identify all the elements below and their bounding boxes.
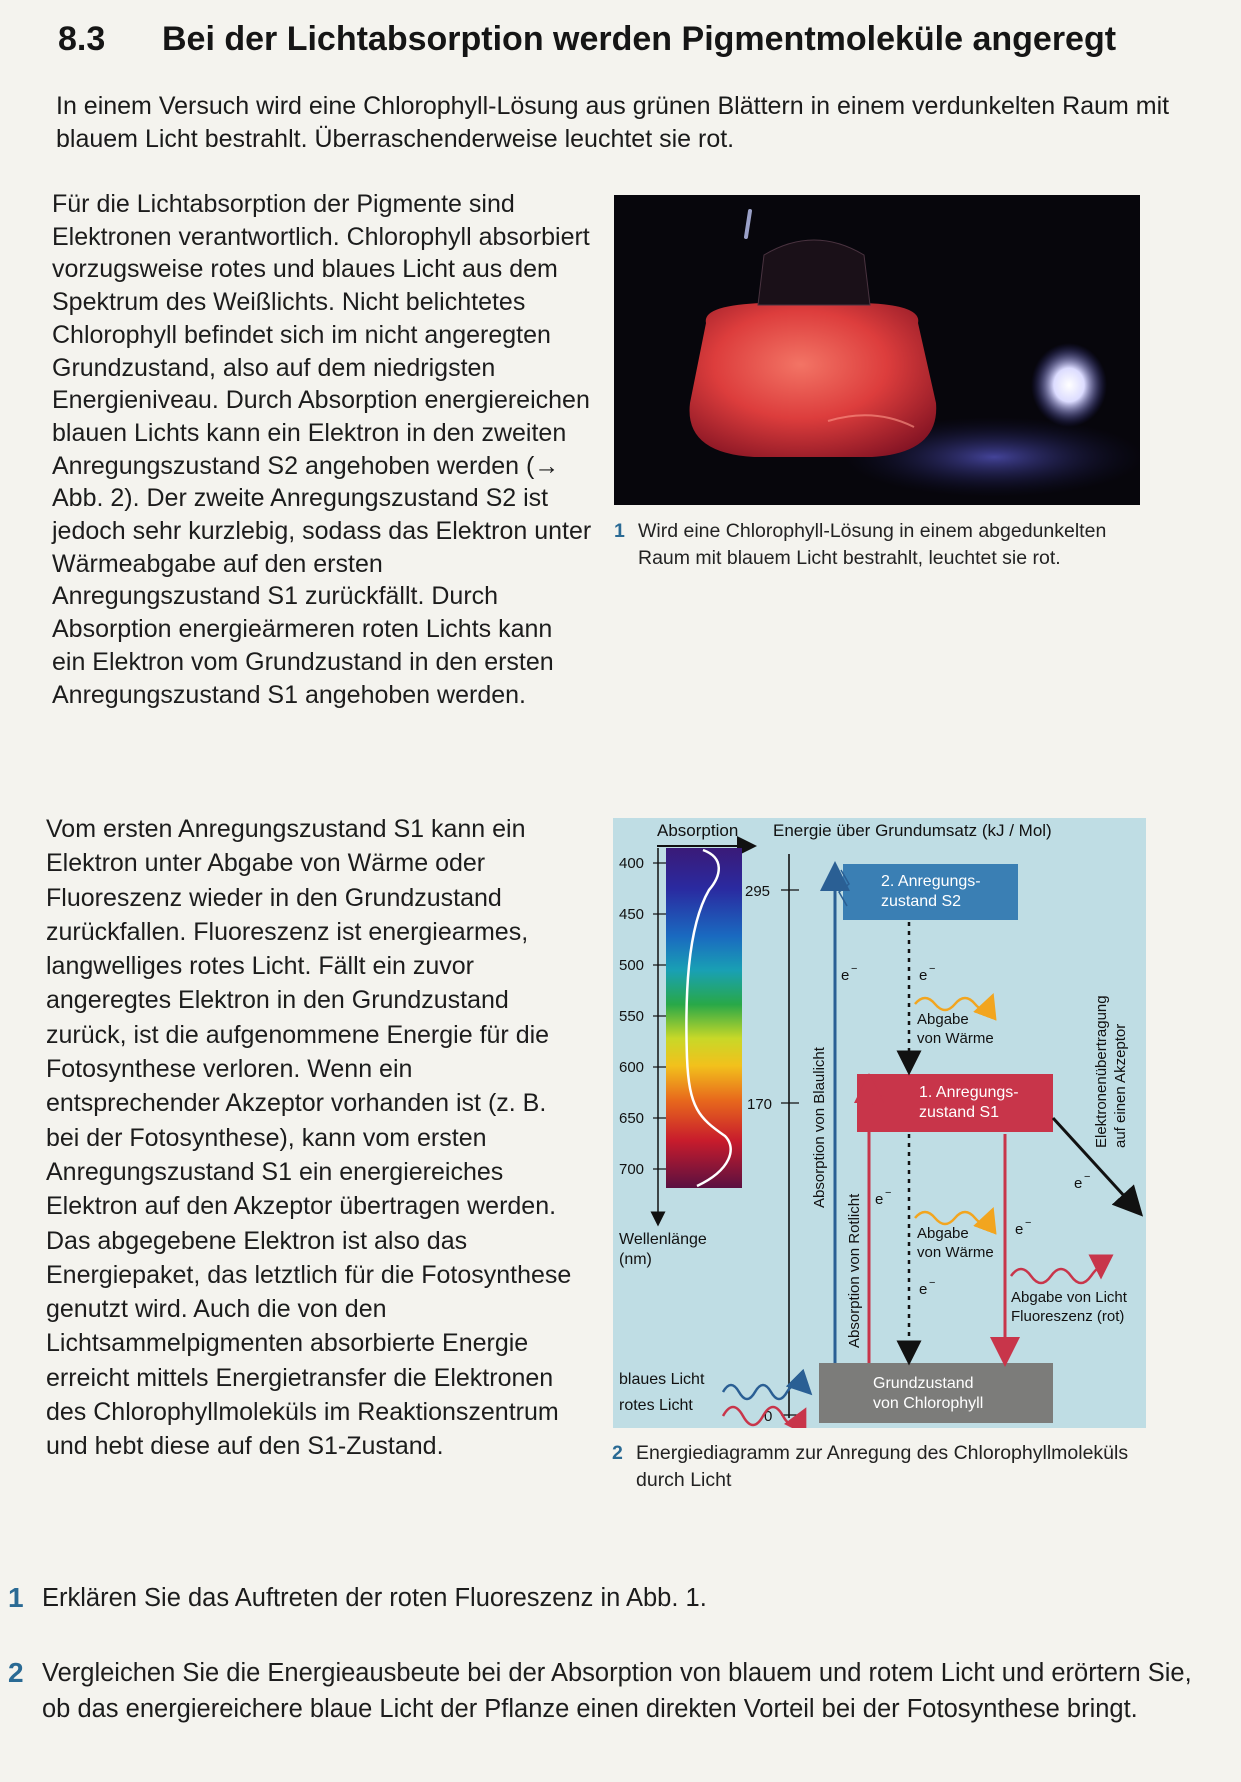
- wavelength-tick: 700: [619, 1161, 645, 1178]
- wavelength-tick: 550: [619, 1008, 645, 1025]
- figure-2-caption-text: Energiediagramm zur Anregung des Chlorophyllmoleküls durch Licht: [636, 1442, 1129, 1491]
- transfer-label: Elektronenübertragung: [1093, 995, 1110, 1148]
- figure-2-caption: [612, 1440, 1172, 1494]
- label-red-light: rotes Licht: [619, 1397, 693, 1414]
- label-wavelength-unit: (nm): [619, 1251, 652, 1268]
- label-absorption: Absorption: [657, 821, 739, 840]
- label-absorption-blue: Absorption von Blaulicht: [811, 1047, 828, 1208]
- task-1: [8, 1580, 1198, 1616]
- section-heading: [58, 20, 1116, 59]
- energy-tick: 170: [747, 1096, 773, 1113]
- heat-label: Abgabe: [917, 1225, 969, 1242]
- svg-text:−: −: [851, 963, 858, 975]
- label-absorption-red: Absorption von Rotlicht: [846, 1193, 863, 1348]
- label-blue-light: blaues Licht: [619, 1371, 705, 1388]
- section-number: 8.3: [58, 20, 106, 58]
- energy-tick: 0: [764, 1408, 773, 1425]
- transfer-label: auf einen Akzeptor: [1112, 1023, 1129, 1148]
- s2-label: zustand S2: [881, 893, 962, 910]
- electron-label: e: [1074, 1175, 1083, 1192]
- svg-text:−: −: [1025, 1217, 1032, 1229]
- svg-text:−: −: [885, 1187, 892, 1199]
- electron-label: e: [919, 967, 928, 984]
- s1-label: 1. Anregungs-: [919, 1084, 1019, 1101]
- svg-text:−: −: [1084, 1171, 1091, 1183]
- label-wavelength: Wellenlänge: [619, 1231, 707, 1248]
- electron-label: e: [919, 1281, 928, 1298]
- task-number: 1: [8, 1582, 24, 1613]
- electron-label: e: [875, 1191, 884, 1208]
- energy-tick: 295: [745, 883, 771, 900]
- svg-text:−: −: [929, 1277, 936, 1289]
- figure-1-caption-text: Wird eine Chlorophyll-Lösung in einem abgedunkelten Raum mit blauem Licht bestrahlt, leuchtet sie rot.: [638, 520, 1107, 569]
- ground-state-box: [819, 1363, 1053, 1423]
- fluorescence-label: Fluoreszenz (rot): [1011, 1308, 1125, 1325]
- wavelength-tick: 600: [619, 1059, 645, 1076]
- ground-label: Grundzustand: [873, 1375, 974, 1392]
- electron-label: e: [841, 967, 850, 984]
- fluorescence-label: Abgabe von Licht: [1011, 1289, 1127, 1306]
- intro-text: In einem Versuch wird eine Chlorophyll-Lösung aus grünen Blättern in einem verdunkelten Raum mit blauem Licht bestrahlt. Überraschenderweise leuchtet sie rot.: [56, 92, 1170, 153]
- figure-1-photo: [614, 195, 1140, 505]
- wavelength-tick: 400: [619, 855, 645, 872]
- s1-state-box: [857, 1074, 1053, 1132]
- heat-label: Abgabe: [917, 1011, 969, 1028]
- figure-2-number: 2: [612, 1442, 623, 1464]
- wavelength-tick: 650: [619, 1110, 645, 1127]
- svg-text:−: −: [929, 963, 936, 975]
- task-number: 2: [8, 1657, 24, 1688]
- figure-2-energy-diagram: [613, 818, 1146, 1428]
- section-title: Bei der Lichtabsorption werden Pigmentmoleküle angeregt: [162, 20, 1117, 58]
- task-text: Vergleichen Sie die Energieausbeute bei der Absorption von blauem und rotem Licht und erörtern Sie, ob das energiereichere blaue Licht der Pflanze einen direkten Vorteil bei der Fotosynthese bringt.: [42, 1659, 1192, 1723]
- figure-1-caption: [614, 518, 1134, 572]
- task-2: [8, 1655, 1198, 1727]
- body-paragraph-2: Vom ersten Anregungszustand S1 kann ein Elektron unter Abgabe von Wärme oder Fluoreszenz wieder in den Grundzustand zurückfallen. Fluoreszenz ist energiearmes, langwelliges rotes Licht. Fällt ein zuvor angeregtes Elektron in den Grundzustand zurück, ist die aufgenommene Energie für die Fotosynthese verloren. Wenn ein entsprechender Akzeptor vorhanden ist (z. B. bei der Fotosynthese), kann vom ersten Anregungszustand S1 ein energiereiches Elektron auf den Akzeptor übertragen werden. Das abgegebene Elektron ist also das Energiepaket, das letztlich für die Fotosynthese genutzt wird. Auch die von den Lichtsammelpigmenten absorbierte Energie erreicht mittels Energietransfer die Elektronen des Chlorophyllmoleküls im Reaktionszentrum und hebt diese auf den S1-Zustand.: [46, 815, 572, 1461]
- task-text: Erklären Sie das Auftreten der roten Fluoreszenz in Abb. 1.: [42, 1584, 707, 1612]
- label-energy-axis: Energie über Grundumsatz (kJ / Mol): [773, 821, 1052, 840]
- body-paragraph-1: Für die Lichtabsorption der Pigmente sind Elektronen verantwortlich. Chlorophyll absorbiert vorzugsweise rotes und blaues Licht aus dem Spektrum des Weißlichts. Nicht belichtetes Chlorophyll befindet sich im nicht angeregten Grundzustand, also auf dem niedrigsten Energieniveau. Durch Absorption energiereichen blauen Lichts kann ein Elektron in den zweiten Anregungszustand S2 angehoben werden (→ Abb. 2). Der zweite Anregungszustand S2 ist jedoch sehr kurzlebig, sodass das Elektron unter Wärmeabgabe auf den ersten Anregungszustand S1 zurückfällt. Durch Absorption energieärmeren roten Lichts kann ein Elektron vom Grundzustand in den ersten Anregungszustand S1 angehoben werden.: [52, 190, 592, 709]
- electron-label: e: [1015, 1221, 1024, 1238]
- wavelength-tick: 500: [619, 957, 645, 974]
- s2-label: 2. Anregungs-: [881, 873, 981, 890]
- ground-label: von Chlorophyll: [873, 1395, 984, 1412]
- heat-label: von Wärme: [917, 1030, 994, 1047]
- figure-1-number: 1: [614, 520, 625, 542]
- wavelength-tick: 450: [619, 906, 645, 923]
- s1-label: zustand S1: [919, 1104, 1000, 1121]
- heat-label: von Wärme: [917, 1244, 994, 1261]
